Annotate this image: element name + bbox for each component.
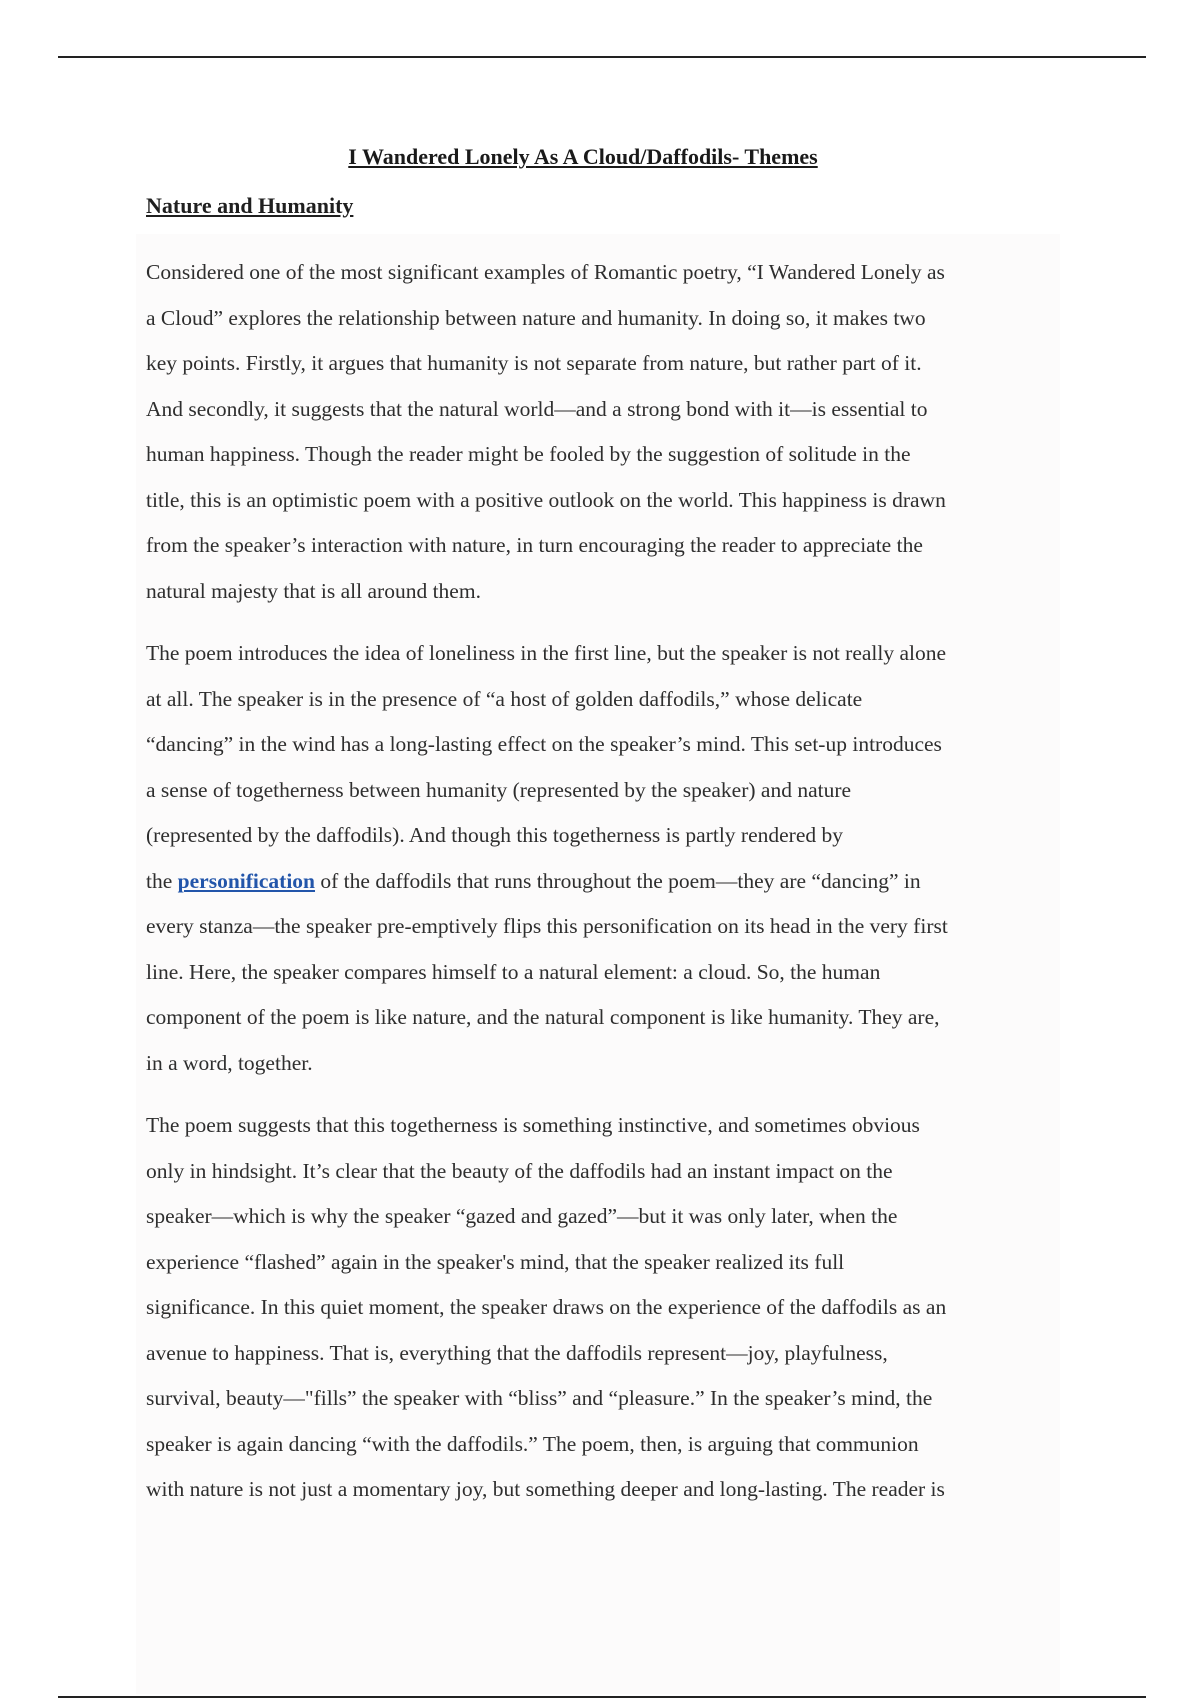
text-line: at all. The speaker is in the presence of “a host of golden daffodils,” whose delicate bbox=[146, 686, 863, 711]
document-body bbox=[146, 250, 1056, 1530]
text-line: a Cloud” explores the relationship between nature and humanity. In doing so, it makes two bbox=[146, 305, 926, 330]
text-line: The poem introduces the idea of loneliness in the first line, but the speaker is not really alone bbox=[146, 641, 947, 665]
link-line-prefix: the bbox=[146, 868, 178, 893]
text-line: avenue to happiness. That is, everything that the daffodils represent—joy, playfulness, bbox=[146, 1340, 888, 1365]
text-line: The poem suggests that this togetherness is something instinctive, and sometimes obvious bbox=[146, 1113, 920, 1137]
text-line: survival, beauty—"fills” the speaker with “bliss” and “pleasure.” In the speaker’s mind, the bbox=[146, 1386, 933, 1410]
text-line: from the speaker’s interaction with nature, in turn encouraging the reader to appreciate the bbox=[146, 533, 923, 557]
text-line: “dancing” in the wind has a long-lasting effect on the speaker’s mind. This set-up introduces bbox=[146, 732, 942, 756]
text-line: (represented by the daffodils). And though this togetherness is partly rendered by bbox=[146, 823, 843, 847]
text-line: key points. Firstly, it argues that humanity is not separate from nature, but rather part of it. bbox=[146, 351, 922, 375]
text-line: title, this is an optimistic poem with a positive outlook on the world. This happiness is drawn bbox=[146, 487, 946, 512]
text-line: a sense of togetherness between humanity (represented by the speaker) and nature bbox=[146, 777, 852, 802]
text-line: speaker—which is why the speaker “gazed and gazed”—but it was only later, when the bbox=[146, 1204, 898, 1228]
text-line-with-link bbox=[146, 859, 1056, 905]
document-title: I Wandered Lonely As A Cloud/Daffodils- Themes bbox=[348, 144, 818, 169]
text-line: component of the poem is like nature, and the natural component is like humanity. They are, bbox=[146, 1005, 940, 1029]
footer-rule bbox=[58, 1696, 1146, 1698]
header-rule bbox=[58, 56, 1146, 58]
paragraph-1 bbox=[146, 250, 1056, 614]
personification-link[interactable]: personification bbox=[177, 868, 316, 893]
text-line: line. Here, the speaker compares himself to a natural element: a cloud. So, the human bbox=[146, 959, 881, 984]
text-line: every stanza—the speaker pre-emptively flips this personification on its head in the very first bbox=[146, 914, 948, 938]
text-line: experience “flashed” again in the speaker's mind, that the speaker realized its full bbox=[146, 1249, 845, 1274]
text-line: only in hindsight. It’s clear that the beauty of the daffodils had an instant impact on the bbox=[146, 1158, 893, 1183]
text-line: speaker is again dancing “with the daffodils.” The poem, then, is arguing that communion bbox=[146, 1431, 919, 1456]
text-line: significance. In this quiet moment, the speaker draws on the experience of the daffodils as an bbox=[146, 1295, 947, 1319]
paragraph-2 bbox=[146, 631, 1056, 1086]
text-line: human happiness. Though the reader might be fooled by the suggestion of solitude in the bbox=[146, 442, 911, 466]
link-line-suffix: of the daffodils that runs throughout the poem—they are “dancing” in bbox=[315, 868, 921, 893]
section-heading: Nature and Humanity bbox=[146, 193, 354, 218]
text-line: Considered one of the most significant examples of Romantic poetry, “I Wandered Lonely as bbox=[146, 260, 945, 284]
text-line: natural majesty that is all around them. bbox=[146, 578, 481, 603]
text-line: in a word, together. bbox=[146, 1050, 313, 1075]
paragraph-3 bbox=[146, 1103, 1056, 1513]
text-line: with nature is not just a momentary joy, but something deeper and long-lasting. The reader is bbox=[146, 1477, 945, 1501]
text-line: And secondly, it suggests that the natural world—and a strong bond with it—is essential to bbox=[146, 396, 928, 421]
